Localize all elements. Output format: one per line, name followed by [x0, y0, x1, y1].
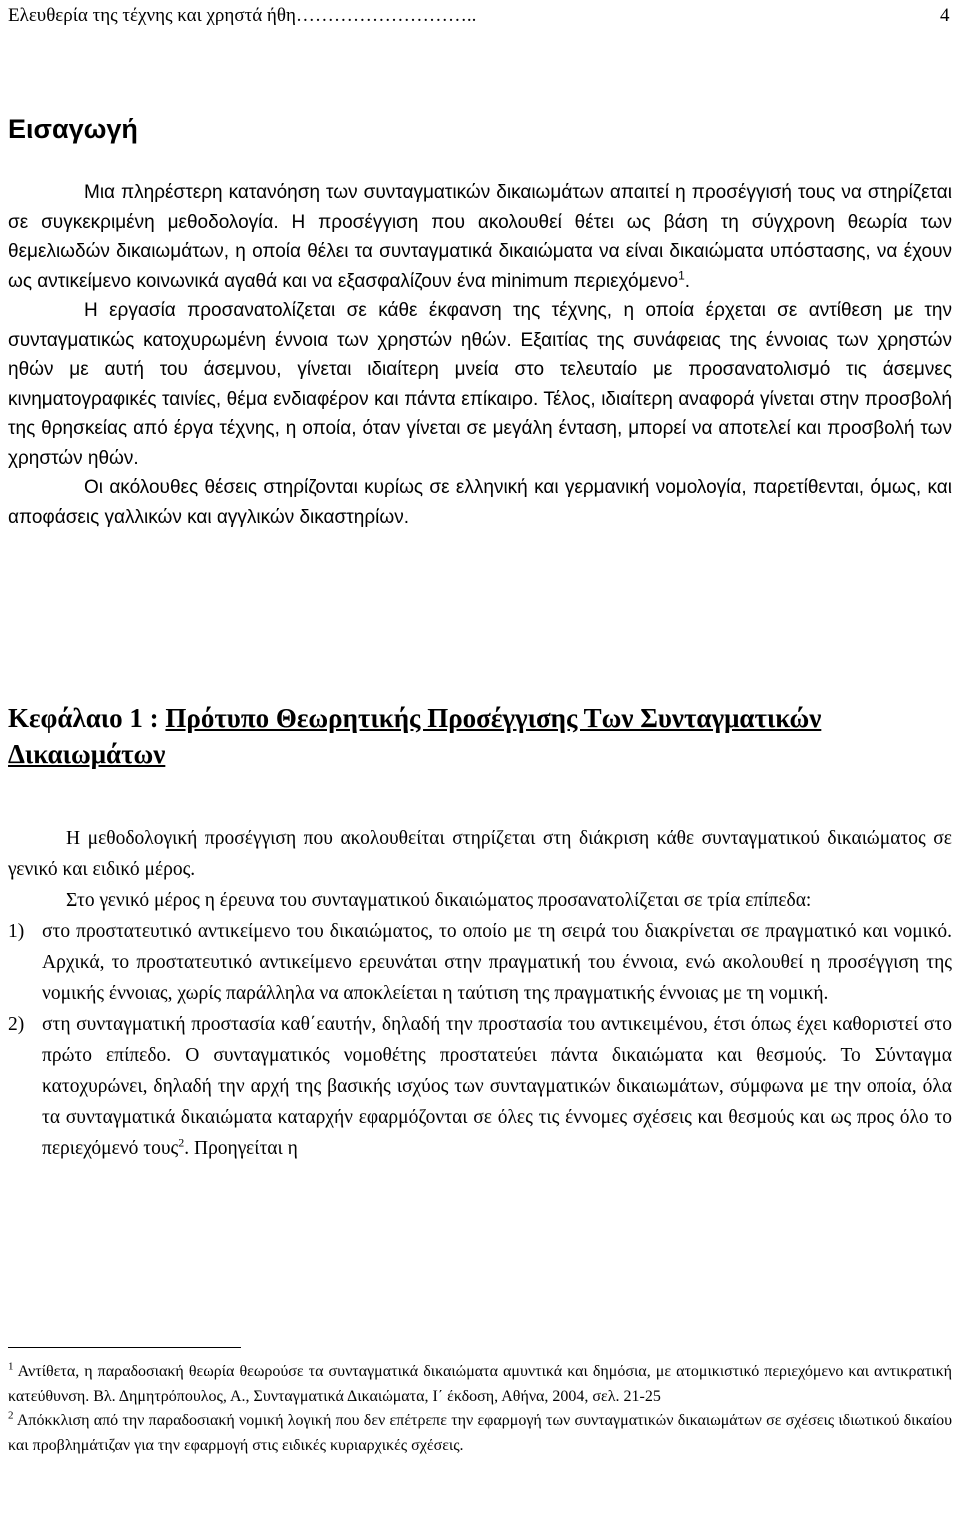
footnotes	[8, 1360, 952, 1458]
intro-paragraph-1: Μια πληρέστερη κατανόηση των συνταγματικών δικαιωμάτων απαιτεί η προσέγγισή τους να στηρίζεται σε συγκεκριμένη μεθοδολογία. Η προσέγγιση που ακολουθεί θέτει ως βάση τη σύγχρονη θεωρία των θεμελιωδών δικαιωμάτων, η οποία θέλει τα συνταγματικά δικαιώματα να είναι δικαιώματα υπόστασης, να έχουν ως αντικείμενο κοινωνικά αγαθά και να εξασφαλίζουν ένα minimum περιεχόμενο$^1$.	[8, 182, 952, 292]
footnote-ref-2[interactable]: 2	[178, 1135, 185, 1150]
list-marker: 1)	[8, 921, 25, 942]
running-title: Ελευθερία της τέχνης και χρηστά ήθη………………………..	[8, 5, 477, 26]
page-number: 4	[940, 5, 950, 26]
running-header	[8, 4, 952, 28]
footnote-1: $^1$ Αντίθετα, η παραδοσιακή θεωρία θεωρούσε τα συνταγματικά δικαιώματα αμυντικά και δημόσια, με ατομικιστικό περιεχόμενο και αντικρατική κατεύθυνση. Βλ. Δημητρόπουλος, Α., Συνταγματικά Δικαιώματα, Ι΄ έκδοση, Αθήνα, 2004, σελ. 21-25	[8, 1360, 952, 1405]
footnote-separator	[8, 1347, 241, 1348]
footnote-ref-1[interactable]: 1	[678, 268, 685, 283]
list-marker: 2)	[8, 1014, 25, 1035]
list-item: 1) στο προστατευτικό αντικείμενο του δικαιώματος, το οποίο με τη σειρά του διακρίνεται σε πραγματικό και νομικό. Αρχικά, το προστατευτικό αντικείμενο ερευνάται στην πραγματική του έννοια, ενώ ακολουθεί η προσέγγιση της νομικής έννοιας, χωρίς παράλληλα να αποκλείεται η ταύτιση της πραγματικής έννοιας με τη νομική.	[8, 916, 952, 1009]
levels-list	[8, 916, 952, 1164]
introduction-body	[8, 178, 952, 532]
chapter-1-body	[8, 823, 952, 1164]
list-item: 2) στη συνταγματική προστασία καθ΄εαυτήν, δηλαδή την προστασία του αντικειμένου, έτσι όπως έχει καθοριστεί στο πρώτο επίπεδο. Ο συνταγματικός νομοθέτης προστατεύει πάντα δικαιώματα και θεσμούς. Το Σύνταγμα κατοχυρώνει, δηλαδή την αρχή της βασικής ισχύος των συνταγματικών δικαιωμάτων, σύμφωνα με την οποία, όλα τα συνταγματικά δικαιώματα καταρχήν εφαρμόζονται σε όλες τις έννομες σχέσεις και θεσμούς και ως προς όλο το περιεχόμενό τους$^2$. Προηγείται η	[8, 1009, 952, 1164]
introduction-heading: Εισαγωγή	[8, 114, 138, 144]
chapter-number: Κεφάλαιο 1 :	[8, 703, 166, 733]
intro-paragraph-2: Η εργασία προσανατολίζεται σε κάθε έκφανση της τέχνης, η οποία έρχεται σε αντίθεση με την συνταγματικώς κατοχυρωμένη έννοια των χρηστών ηθών. Εξαιτίας της συνάφειας της έννοιας των χρηστών ηθών με αυτή του άσεμνου, γίνεται ιδιαίτερη μνεία στο τελευταίο με προσανατολισμό τις άσεμνες κινηματογραφικές ταινίες, θέμα ενδιαφέρον και πάντα επίκαιρο. Τέλος, ιδιαίτερη αναφορά γίνεται στην προσβολή της θρησκείας από έργα τέχνης, η οποία, όταν γίνεται σε μεγάλη ένταση, μπορεί να αποτελεί και προσβολή των χρηστών ηθών.	[8, 300, 952, 469]
intro-paragraph-3: Οι ακόλουθες θέσεις στηρίζονται κυρίως σε ελληνική και γερμανική νομολογία, παρετίθενται, όμως, και αποφάσεις γαλλικών και αγγλικών δικαστηρίων.	[8, 477, 952, 528]
chapter-paragraph-1: Η μεθοδολογική προσέγγιση που ακολουθείται στηρίζεται στη διάκριση κάθε συνταγματικού δικαιώματος σε γενικό και ειδικό μέρος.	[8, 828, 952, 880]
chapter-1-heading	[8, 700, 952, 772]
chapter-paragraph-2: Στο γενικό μέρος η έρευνα του συνταγματικού δικαιώματος προσανατολίζεται σε τρία επίπεδα:	[66, 890, 812, 911]
chapter-title: Πρότυπο Θεωρητικής Προσέγγισης Των Συνταγματικών Δικαιωμάτων	[8, 703, 822, 769]
footnote-2: $^2$ Απόκκλιση από την παραδοσιακή νομική λογική που δεν επέτρεπε την εφαρμογή των συνταγματικών δικαιωμάτων σε σχέσεις ιδιωτικού δικαίου και προβλημάτιζαν για την εφαρμογή στις ειδικές κυριαρχικές σχέσεις.	[8, 1409, 952, 1454]
